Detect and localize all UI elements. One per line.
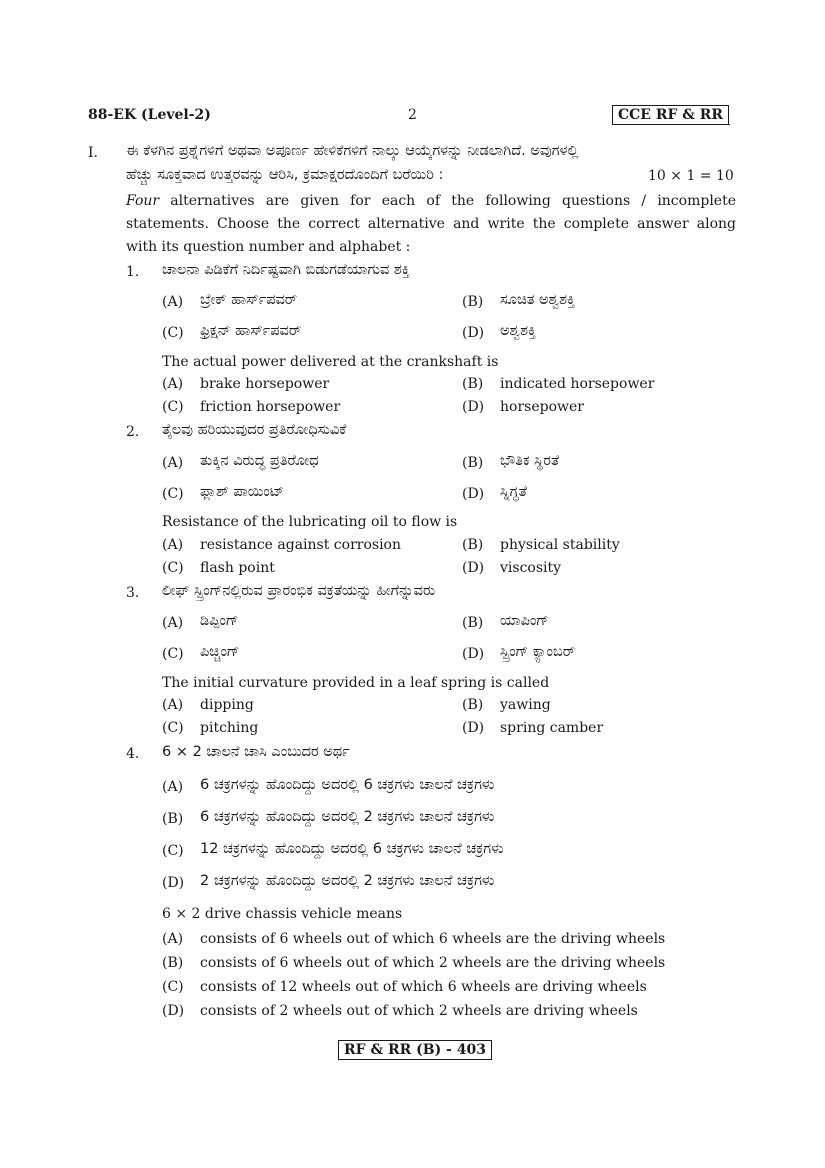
option-letter: (B) bbox=[462, 697, 484, 713]
option-letter: (C) bbox=[162, 560, 184, 576]
option-letter: (A) bbox=[162, 931, 184, 947]
option-kn-b: 6 ಚಕ್ರಗಳನ್ನು ಹೊಂದಿದ್ದು ಅದರಲ್ಲಿ 2 ಚಕ್ರಗಳು ಚಾಲನೆ ಚಕ್ರಗಳು bbox=[200, 809, 495, 825]
option-letter: (D) bbox=[462, 325, 485, 341]
instruction-kn-line1: ಈ ಕೆಳಗಿನ ಪ್ರಶ್ನೆಗಳಿಗೆ ಅಥವಾ ಅಪೂರ್ಣ ಹೇಳಿಕೆಗಳಿಗೆ ನಾಲ್ಕು ಆಯ್ಕೆಗಳನ್ನು ನೀಡಲಾಗಿದೆ. ಅವುಗಳಲ್ಲಿ bbox=[126, 143, 579, 159]
option-letter: (B) bbox=[462, 615, 484, 631]
option-en-d: horsepower bbox=[500, 399, 584, 415]
option-kn-a: 6 ಚಕ್ರಗಳನ್ನು ಹೊಂದಿದ್ದು ಅದರಲ್ಲಿ 6 ಚಕ್ರಗಳು ಚಾಲನೆ ಚಕ್ರಗಳು bbox=[200, 777, 495, 793]
question-en: 6 × 2 drive chassis vehicle means bbox=[162, 906, 403, 922]
option-en-d: consists of 2 wheels out of which 2 wheels are driving wheels bbox=[200, 1003, 638, 1019]
option-letter: (A) bbox=[162, 455, 184, 471]
option-en-b: consists of 6 wheels out of which 2 wheels are the driving wheels bbox=[200, 955, 666, 971]
option-en-c: consists of 12 wheels out of which 6 wheels are driving wheels bbox=[200, 979, 647, 995]
option-letter: (B) bbox=[162, 955, 184, 971]
option-letter: (C) bbox=[162, 843, 184, 859]
option-en-d: spring camber bbox=[500, 720, 604, 736]
option-kn-b: ಸೂಚಿತ ಅಶ್ವಶಕ್ತಿ bbox=[500, 292, 576, 308]
option-letter: (D) bbox=[462, 399, 485, 415]
option-kn-b: ಯಾಪಿಂಗ್ bbox=[500, 613, 549, 629]
option-letter: (D) bbox=[462, 646, 485, 662]
option-en-a: dipping bbox=[200, 697, 254, 713]
option-letter: (B) bbox=[462, 455, 484, 471]
option-kn-a: ಬ್ರೇಕ್ ಹಾರ್ಸ್‌ಪವರ್ bbox=[200, 292, 298, 308]
option-en-d: viscosity bbox=[500, 560, 562, 576]
option-en-c: friction horsepower bbox=[200, 399, 341, 415]
option-letter: (B) bbox=[162, 811, 184, 827]
option-letter: (A) bbox=[162, 615, 184, 631]
option-letter: (A) bbox=[162, 537, 184, 553]
option-kn-d: ಸ್ಪ್ರಿಂಗ್ ಕ್ಯಾಂಬರ್ bbox=[500, 644, 576, 660]
question-kn: ಚಾಲನಾ ಪಿಡಿಕೆಗೆ ನಿರ್ದಿಷ್ಟವಾಗಿ ಬಿಡುಗಡೆಯಾಗುವ ಶಕ್ತಿ bbox=[162, 262, 410, 278]
question-number: 3. bbox=[126, 585, 140, 601]
option-letter: (C) bbox=[162, 979, 184, 995]
option-letter: (C) bbox=[162, 646, 184, 662]
option-letter: (C) bbox=[162, 720, 184, 736]
option-letter: (D) bbox=[462, 560, 485, 576]
question-kn: ಲೀಫ್ ಸ್ಪ್ರಿಂಗ್‌ನಲ್ಲಿರುವ ಪ್ರಾರಂಭಿಕ ವಕ್ರತೆಯನ್ನು ಹೀಗೆನ್ನುವರು bbox=[162, 583, 436, 599]
option-en-c: flash point bbox=[200, 560, 275, 576]
question-number: 2. bbox=[126, 424, 140, 440]
option-letter: (C) bbox=[162, 399, 184, 415]
footer-code: RF & RR (B) - 403 bbox=[338, 1040, 492, 1060]
series-label: CCE RF & RR bbox=[612, 105, 729, 125]
page-number: 2 bbox=[408, 107, 417, 123]
option-en-a: brake horsepower bbox=[200, 376, 330, 392]
paper-code: 88-EK (Level-2) bbox=[88, 107, 211, 123]
option-en-a: consists of 6 wheels out of which 6 wheels are the driving wheels bbox=[200, 931, 666, 947]
option-letter: (A) bbox=[162, 779, 184, 795]
option-letter: (D) bbox=[462, 720, 485, 736]
option-letter: (C) bbox=[162, 486, 184, 502]
option-kn-b: ಭೌತಿಕ ಸ್ಥಿರತೆ bbox=[500, 453, 560, 469]
question-kn: 6 × 2 ಚಾಲನೆ ಚಾಸಿ ಎಂಬುದರ ಅರ್ಥ bbox=[162, 744, 350, 760]
option-kn-d: ಅಶ್ವಶಕ್ತಿ bbox=[500, 323, 537, 339]
option-letter: (C) bbox=[162, 325, 184, 341]
question-kn: ತೈಲವು ಹರಿಯುವುದರ ಪ್ರತಿರೋಧಿಸುವಿಕೆ bbox=[162, 422, 347, 438]
instruction-en-line1 bbox=[126, 193, 736, 209]
option-kn-c: ಫ್ರಿಕ್ಷನ್ ಹಾರ್ಸ್‌ಪವರ್ bbox=[200, 323, 302, 339]
series-double-rule bbox=[612, 124, 730, 125]
option-en-c: pitching bbox=[200, 720, 259, 736]
instruction-kn-line2: ಹೆಚ್ಚು ಸೂಕ್ತವಾದ ಉತ್ತರವನ್ನು ಆರಿಸಿ, ಕ್ರಮಾಕ್ಷರದೊಂದಿಗೆ ಬರೆಯಿರಿ : bbox=[126, 167, 444, 183]
section-number: I. bbox=[88, 145, 98, 161]
option-letter: (B) bbox=[462, 294, 484, 310]
question-en: Resistance of the lubricating oil to flow is bbox=[162, 514, 458, 530]
option-letter: (A) bbox=[162, 294, 184, 310]
instruction-four: Four bbox=[126, 193, 160, 209]
question-en: The actual power delivered at the crankshaft is bbox=[162, 354, 499, 370]
option-letter: (A) bbox=[162, 697, 184, 713]
option-en-a: resistance against corrosion bbox=[200, 537, 401, 553]
marks-allocation: 10 × 1 = 10 bbox=[648, 168, 734, 184]
option-letter: (A) bbox=[162, 376, 184, 392]
option-letter: (D) bbox=[462, 486, 485, 502]
option-kn-c: ಫ್ಲಾಶ್ ಪಾಯಿಂಟ್ bbox=[200, 484, 284, 500]
instruction-en-line2: statements. Choose the correct alternative and write the complete answer along bbox=[126, 216, 736, 232]
option-letter: (B) bbox=[462, 376, 484, 392]
option-kn-d: ಸ್ನಿಗ್ಧತೆ bbox=[500, 484, 527, 500]
option-letter: (D) bbox=[162, 875, 185, 891]
option-kn-a: ತುಕ್ಕಿನ ವಿರುದ್ಧ ಪ್ರತಿರೋಧ bbox=[200, 453, 319, 469]
option-en-b: physical stability bbox=[500, 537, 620, 553]
question-en: The initial curvature provided in a leaf spring is called bbox=[162, 675, 550, 691]
question-number: 1. bbox=[126, 264, 140, 280]
option-en-b: yawing bbox=[500, 697, 551, 713]
question-number: 4. bbox=[126, 746, 140, 762]
option-kn-c: 12 ಚಕ್ರಗಳನ್ನು ಹೊಂದಿದ್ದು ಅದರಲ್ಲಿ 6 ಚಕ್ರಗಳು ಚಾಲನೆ ಚಕ್ರಗಳು bbox=[200, 841, 504, 857]
option-kn-a: ಡಿಪ್ಪಿಂಗ್ bbox=[200, 613, 239, 629]
option-kn-c: ಪಿಚ್ಚಿಂಗ್ bbox=[200, 644, 240, 660]
option-letter: (B) bbox=[462, 537, 484, 553]
option-en-b: indicated horsepower bbox=[500, 376, 655, 392]
option-letter: (D) bbox=[162, 1003, 185, 1019]
option-kn-d: 2 ಚಕ್ರಗಳನ್ನು ಹೊಂದಿದ್ದು ಅದರಲ್ಲಿ 2 ಚಕ್ರಗಳು ಚಾಲನೆ ಚಕ್ರಗಳು bbox=[200, 873, 495, 889]
instruction-en-line3: with its question number and alphabet : bbox=[126, 239, 411, 255]
instruction-en-line1-rest: alternatives are given for each of the following questions / incomplete bbox=[159, 193, 736, 209]
